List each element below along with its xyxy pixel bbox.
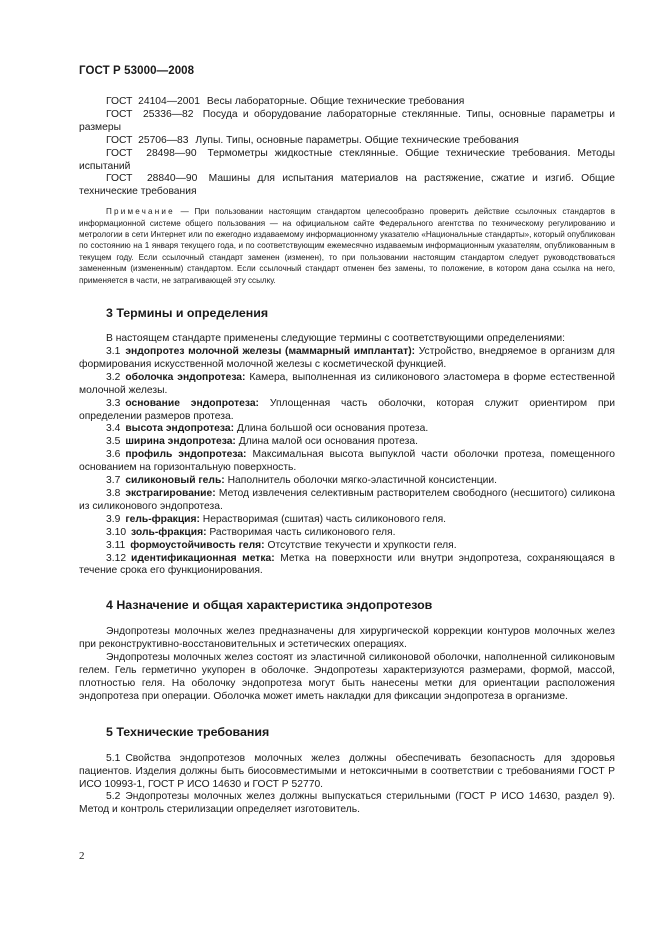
section-4-heading: 4 Назначение и общая характеристика эндопротезов — [106, 598, 433, 613]
term-definition: Метка на поверхности или внутри эндопротеза, сохраняющаяся в течение срока его функционирования. — [79, 552, 615, 577]
term-name: золь-фракция: — [131, 526, 207, 538]
term-definition: Растворимая часть силиконового геля. — [209, 526, 396, 538]
term-number: 3.9 — [106, 513, 121, 525]
section-4-paragraph: Эндопротезы молочных желез предназначены для хирургической коррекции контуров молочных желез при реконструктивно-восстановительных и эстетических операциях. — [79, 626, 615, 651]
term-item — [79, 423, 615, 436]
term-name: ширина эндопротеза: — [125, 436, 236, 448]
term-item — [79, 449, 615, 475]
reference-prefix: ГОСТ — [106, 96, 133, 107]
section-5-paragraph — [79, 791, 615, 817]
reference-code: 25336—82 — [143, 108, 194, 120]
term-name: экстрагирование: — [125, 487, 216, 499]
term-item — [79, 436, 615, 449]
document-body — [79, 96, 615, 817]
term-name: профиль эндопротеза: — [125, 449, 247, 461]
references-list — [79, 96, 615, 199]
term-number: 3.10 — [106, 526, 127, 538]
note-label: Примечание — [106, 207, 175, 217]
term-item — [79, 488, 615, 514]
term-name: идентификационная метка: — [131, 552, 275, 564]
note-text: — При пользовании настоящим стандартом целесообразно проверить действие ссылочных стандартов в информационной системе общего пользования — на официальном сайте Федерального агентства по техническому регулированию и метрологии в сети Интернет или по ежегодно издаваемому информационному указателю «Национальные стандарты», который опубликован по состоянию на 1 января текущего года, и по соответствующим ежемесячно издаваемым информационным указателям, опубликованным в текущем году. Если ссылочный стандарт заменен (изменен), то при пользовании настоящим стандартом следует руководствоваться замененным (измененным) стандартом. Если ссылочный стандарт отменен без замены, то положение, в котором дана ссылка на него, применяется в части, не затрагивающей эту ссылку. — [79, 207, 615, 285]
term-item — [79, 540, 615, 553]
reference-title: Лупы. Типы, основные параметры. Общие технические требования — [195, 134, 519, 146]
term-name: высота эндопротеза: — [125, 423, 235, 435]
term-definition: Длина малой оси основания протеза. — [238, 436, 418, 448]
term-item — [79, 553, 615, 579]
reference-title: Посуда и оборудование лабораторные стеклянные. Типы, основные параметры и размеры — [79, 108, 615, 133]
term-number: 3.1 — [106, 346, 121, 357]
term-name: гель-фракция: — [125, 513, 200, 525]
reference-code: 24104—2001 — [138, 96, 200, 107]
term-item — [79, 514, 615, 527]
term-item — [79, 527, 615, 540]
term-definition: Устройство, внедряемое в организм для формирования искусственной молочной железы с косметической функцией. — [79, 346, 616, 370]
clause-text: Свойства эндопротезов молочных желез должны обеспечивать безопасность для здоровья пациентов. Изделия должны быть биосовместимыми и нетоксичными в соответствии с требованиями ГОСТ Р ИСО 10993-1, ГОСТ Р ИСО 14630 и ГОСТ Р 52770. — [79, 752, 615, 790]
term-definition: Отсутствие текучести и хрупкости геля. — [267, 539, 457, 551]
section-3-heading: 3 Термины и определения — [106, 306, 269, 321]
term-name: эндопротез молочной железы (маммарный имплантат): — [125, 346, 416, 357]
term-item — [79, 398, 615, 424]
reference-prefix: ГОСТ — [106, 147, 133, 159]
terms-list — [79, 346, 615, 578]
term-number: 3.8 — [106, 487, 121, 499]
reference-title: Машины для испытания материалов на растяжение, сжатие и изгиб. Общие технические требования — [79, 173, 615, 198]
note-block — [79, 206, 615, 286]
term-definition: Длина большой оси основания протеза. — [236, 423, 429, 435]
reference-title: Термометры жидкостные стеклянные. Общие технические требования. Методы испытаний — [79, 147, 615, 172]
reference-prefix: ГОСТ — [106, 173, 133, 185]
reference-title: Весы лабораторные. Общие технические требования — [206, 96, 465, 107]
term-name: формоустойчивость геля: — [130, 539, 265, 551]
reference-item — [79, 173, 615, 199]
term-number: 3.3 — [106, 397, 121, 409]
clause-text: Эндопротезы молочных желез должны выпускаться стерильными (ГОСТ Р ИСО 14630, раздел 9). Метод и контроль стерилизации определяет изготовитель. — [79, 791, 615, 816]
term-number: 3.2 — [106, 371, 121, 383]
reference-code: 25706—83 — [138, 134, 189, 146]
term-number: 3.6 — [106, 449, 121, 461]
term-definition: Уплощенная часть оболочки, которая служит ориентиром при определении размеров протеза. — [79, 397, 615, 422]
reference-item — [79, 109, 615, 135]
term-number: 3.4 — [106, 423, 121, 435]
clause-number: 5.2 — [106, 791, 121, 803]
reference-item — [79, 148, 615, 174]
section-5-paragraph — [79, 753, 615, 792]
reference-item — [79, 135, 615, 148]
term-definition: Метод извлечения селективным растворителем свободного (несшитого) силикона из силиконового эндопротеза. — [79, 487, 615, 512]
term-item — [79, 346, 615, 372]
term-number: 3.7 — [106, 475, 121, 487]
term-definition: Нерастворимая (сшитая) часть силиконового геля. — [202, 513, 447, 525]
section-4-paragraph: Эндопротезы молочных желез состоят из эластичной силиконовой оболочки, наполненной силиконовым гелем. Гель герметично укупорен в оболочке. Эндопротезы характеризуются размерами, формой, массой, плотностью геля. На оболочку эндопротеза могут быть нанесены метки для ориентации расположения эндопротеза при операции. Оболочка может иметь накладки для фиксации эндопротеза в организме. — [79, 652, 615, 702]
term-item — [79, 372, 615, 398]
term-name: основание эндопротеза: — [125, 397, 259, 409]
term-number: 3.11 — [106, 539, 126, 551]
term-definition: Максимальная высота выпуклой части оболочки протеза, помещенного основанием на горизонтальную поверхность. — [79, 449, 615, 474]
reference-code: 28840—90 — [146, 173, 198, 185]
document-header: ГОСТ Р 53000—2008 — [79, 65, 195, 77]
term-definition: Камера, выполненная из силиконового эластомера в форме естественной молочной железы. — [79, 371, 615, 396]
reference-item — [79, 96, 615, 109]
reference-prefix: ГОСТ — [106, 134, 133, 146]
reference-code: 28498—90 — [146, 147, 197, 159]
term-definition: Наполнитель оболочки мягко-эластичной консистенции. — [227, 475, 498, 487]
section-3-intro: В настоящем стандарте применены следующие термины с соответствующими определениями: — [106, 333, 566, 345]
clause-number: 5.1 — [106, 752, 121, 764]
term-item — [79, 475, 615, 488]
page-number: 2 — [79, 850, 85, 862]
term-number: 3.12 — [106, 552, 127, 564]
term-name: оболочка эндопротеза: — [125, 371, 246, 383]
term-number: 3.5 — [106, 436, 121, 448]
reference-prefix: ГОСТ — [106, 108, 133, 120]
section-5-heading: 5 Технические требования — [106, 724, 270, 739]
term-name: силиконовый гель: — [125, 475, 225, 487]
